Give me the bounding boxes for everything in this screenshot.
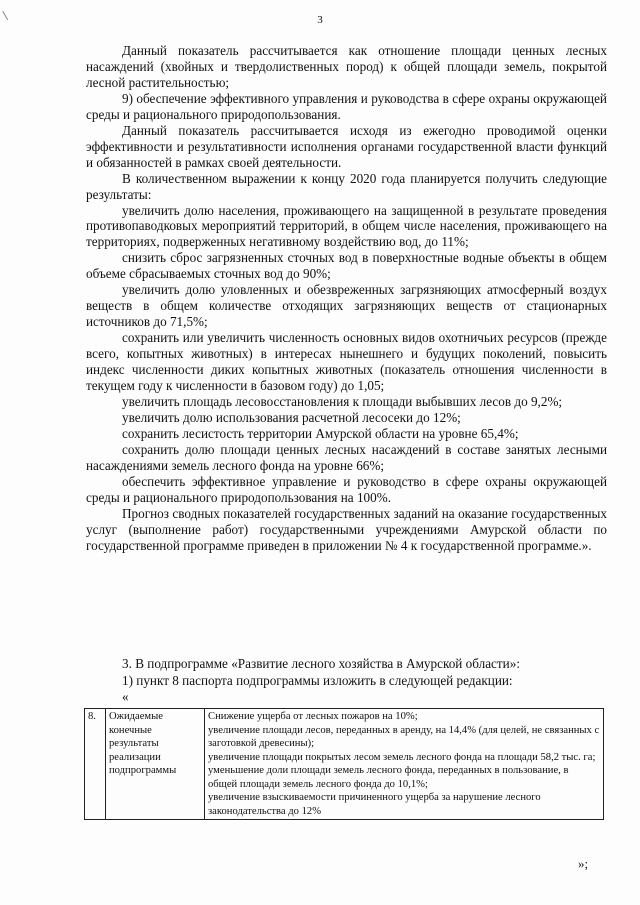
- subprogram-intro: [86, 656, 607, 706]
- paragraph: Данный показатель рассчитывается исходя из ежегодно проводимой оценки эффективности и результативности исполнения органами государственной власти функций и обязанностей в рамках своей деятельности.: [86, 122, 607, 170]
- paragraph: увеличить долю населения, проживающего на защищенной в результате проведения противопаводковых мероприятий территорий, в общем числе населения, проживающего на территориях, подверженных негативному воздействию вод, до 11%;: [86, 202, 607, 250]
- result-item: уменьшение доли площади земель лесного фонда, переданных в пользование, в общей площади земель лесного фонда до 10,1%;: [208, 765, 569, 790]
- paragraph: сохранить или увеличить численность основных видов охотничьих ресурсов (прежде всего, копытных животных) в интересах нынешнего и будущих поколений, повысить индекс численности диких копытных животных (показатель отношения численности в текущем году к численности в базовом году) до 1,05;: [86, 330, 607, 394]
- opening-quote: «: [122, 689, 129, 704]
- row-label: Ожидаемые конечные результаты реализации подпрограммы: [106, 709, 205, 820]
- paragraph: сохранить долю площади ценных лесных насаждений в составе занятых лесными насаждениями земель лесного фонда на уровне 66%;: [86, 441, 607, 473]
- paragraph: сохранить лесистость территории Амурской области на уровне 65,4%;: [122, 425, 519, 441]
- paragraph: Данный показатель рассчитывается как отношение площади ценных лесных насаждений (хвойных и твердолиственных пород) к общей площади земель, покрытой лесной растительностью;: [86, 43, 607, 90]
- paragraph: увеличить долю уловленных и обезвреженных загрязняющих атмосферный воздух веществ в общем количестве отходящих загрязняющих веществ от стационарных источников до 71,5%;: [86, 282, 607, 330]
- intro-line: 3. В подпрограмме «Развитие лесного хозяйства в Амурской области»:: [122, 656, 520, 671]
- paragraph: увеличить долю использования расчетной лесосеки до 12%;: [122, 409, 461, 425]
- table-row: [85, 709, 604, 820]
- results-table: [84, 708, 604, 820]
- paragraph: Прогноз сводных показателей государственных заданий на оказание государственных услуг (выполнение работ) государственными учреждениями Амурской области по государственной программе приведен в приложении № 4 к государственной программе.».: [86, 505, 607, 553]
- paragraph: В количественном выражении к концу 2020 года планируется получить следующие результаты:: [86, 170, 607, 202]
- passport-table: [84, 708, 604, 820]
- paragraph: 9) обеспечение эффективного управления и руководства в сфере охраны окружающей среды и рационального природопользования.: [86, 90, 607, 122]
- intro-line: 1) пункт 8 паспорта подпрограммы изложить в следующей редакции:: [122, 672, 513, 688]
- result-item: увеличение площади покрытых лесом земель лесного фонда на площади 58,2 тыс. га;: [208, 751, 596, 763]
- result-item: увеличение площади лесов, переданных в аренду, на 14,4% (для целей, не связанных с заготовкой древесины);: [208, 724, 600, 749]
- row-number: 8.: [85, 709, 106, 820]
- paragraph: обеспечить эффективное управление и руководство в сфере охраны окружающей среды и рационального природопользования на 100%.: [86, 473, 607, 505]
- body-text: [86, 43, 607, 554]
- results-cell: [205, 709, 604, 820]
- paragraph: снизить сброс загрязненных сточных вод в поверхностные водные объекты в общем объеме сбрасываемых сточных вод до 90%;: [86, 250, 607, 282]
- closing-quote: »;: [578, 856, 589, 871]
- paragraph: увеличить площадь лесовосстановления к площади выбывших лесов до 9,2%;: [122, 393, 563, 409]
- result-item: Снижение ущерба от лесных пожаров на 10%;: [208, 711, 418, 722]
- page-number: 3: [317, 14, 323, 26]
- result-item: увеличение взыскиваемости причиненного ущерба за нарушение лесного законодательства до 12%: [208, 792, 541, 817]
